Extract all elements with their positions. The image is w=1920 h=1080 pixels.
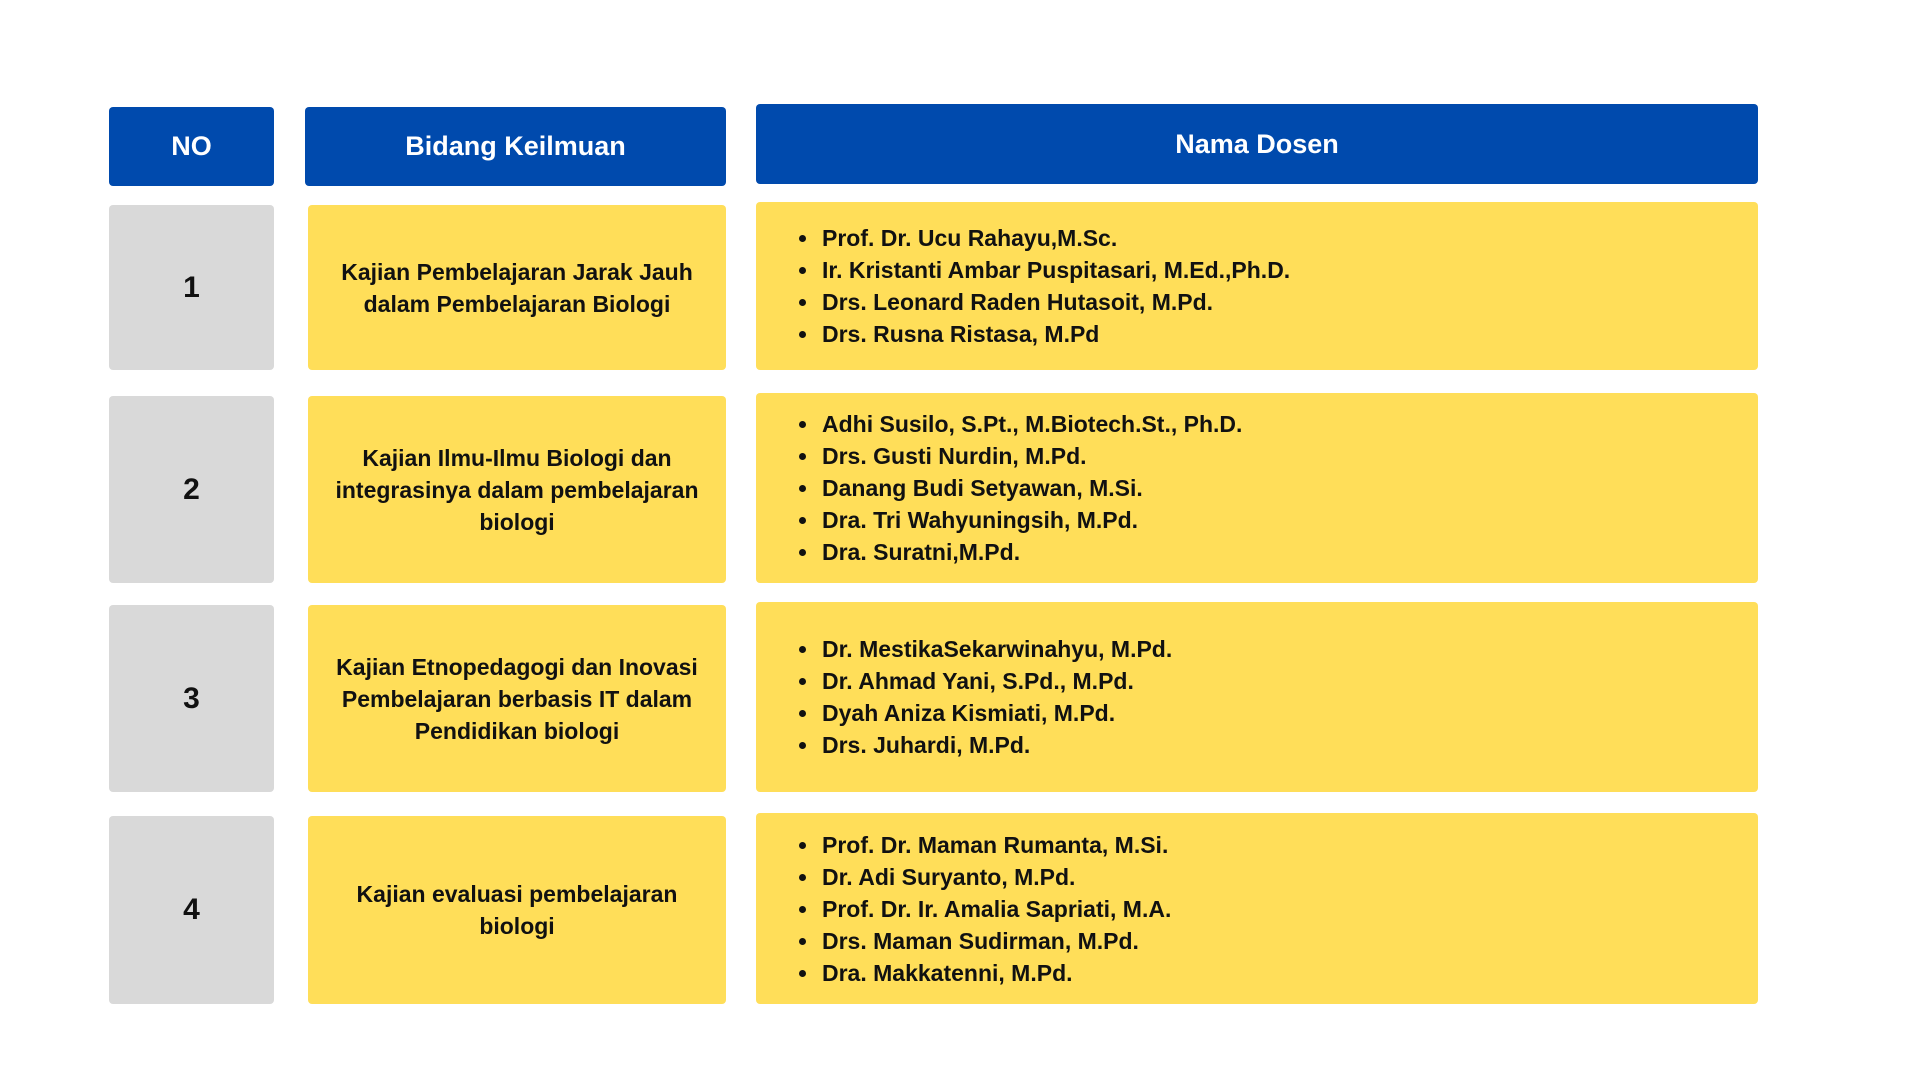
- field-label: Kajian Etnopedagogi dan Inovasi Pembelajaran berbasis IT dalam Pendidikan biologi: [336, 653, 698, 744]
- field-label: Kajian Pembelajaran Jarak Jauh dalam Pembelajaran Biologi: [341, 258, 693, 317]
- lecturer-item: • Drs. Rusna Ristasa, M.Pd: [820, 318, 1290, 350]
- header-no: [109, 107, 274, 186]
- row-1-number: [109, 205, 274, 370]
- lecturer-item: • Danang Budi Setyawan, M.Si.: [820, 472, 1242, 504]
- row-3-number: [109, 605, 274, 792]
- row-3-field: [308, 605, 726, 792]
- header-no-label: NO: [171, 131, 212, 161]
- lecturer-item: • Dr. Ahmad Yani, S.Pd., M.Pd.: [820, 665, 1172, 697]
- lecturer-list: [756, 829, 1171, 989]
- lecturer-item: • Dra. Tri Wahyuningsih, M.Pd.: [820, 504, 1242, 536]
- lecturer-item: • Dr. Adi Suryanto, M.Pd.: [820, 861, 1171, 893]
- row-2-number: [109, 396, 274, 583]
- lecturer-item: • Prof. Dr. Ucu Rahayu,M.Sc.: [820, 222, 1290, 254]
- row-1-lecturers: [756, 202, 1758, 370]
- header-field: [305, 107, 726, 186]
- row-number-label: 3: [183, 681, 200, 715]
- lecturer-list: [756, 408, 1242, 568]
- lecturer-item: • Prof. Dr. Ir. Amalia Sapriati, M.A.: [820, 893, 1171, 925]
- lecturer-item: • Dyah Aniza Kismiati, M.Pd.: [820, 697, 1172, 729]
- row-3-lecturers: [756, 602, 1758, 792]
- row-2-lecturers: [756, 393, 1758, 583]
- row-1-field: [308, 205, 726, 370]
- lecturer-item: • Dra. Makkatenni, M.Pd.: [820, 957, 1171, 989]
- header-lecturers-label: Nama Dosen: [1175, 128, 1339, 159]
- row-4-lecturers: [756, 813, 1758, 1004]
- row-4-number: [109, 816, 274, 1004]
- lecturer-item: • Drs. Juhardi, M.Pd.: [820, 729, 1172, 761]
- lecturer-item: • Drs. Maman Sudirman, M.Pd.: [820, 925, 1171, 957]
- lecturer-item: • Adhi Susilo, S.Pt., M.Biotech.St., Ph.D.: [820, 408, 1242, 440]
- lecturer-list: [756, 633, 1172, 761]
- lecturer-item: • Prof. Dr. Maman Rumanta, M.Si.: [820, 829, 1171, 861]
- field-label: Kajian Ilmu-Ilmu Biologi dan integrasinya dalam pembelajaran biologi: [335, 444, 699, 535]
- lecturer-list: [756, 222, 1290, 350]
- lecturer-item: • Drs. Gusti Nurdin, M.Pd.: [820, 440, 1242, 472]
- row-number-label: 2: [183, 472, 200, 506]
- row-4-field: [308, 816, 726, 1004]
- lecturer-item: • Ir. Kristanti Ambar Puspitasari, M.Ed.,Ph.D.: [820, 254, 1290, 286]
- lecturer-item: • Dr. MestikaSekarwinahyu, M.Pd.: [820, 633, 1172, 665]
- row-number-label: 1: [183, 270, 200, 304]
- header-lecturers: [756, 104, 1758, 184]
- row-2-field: [308, 396, 726, 583]
- lecturer-item: • Drs. Leonard Raden Hutasoit, M.Pd.: [820, 286, 1290, 318]
- row-number-label: 4: [183, 893, 200, 926]
- lecturer-item: • Dra. Suratni,M.Pd.: [820, 536, 1242, 568]
- header-field-label: Bidang Keilmuan: [405, 131, 626, 161]
- field-label: Kajian evaluasi pembelajaran biologi: [356, 881, 678, 939]
